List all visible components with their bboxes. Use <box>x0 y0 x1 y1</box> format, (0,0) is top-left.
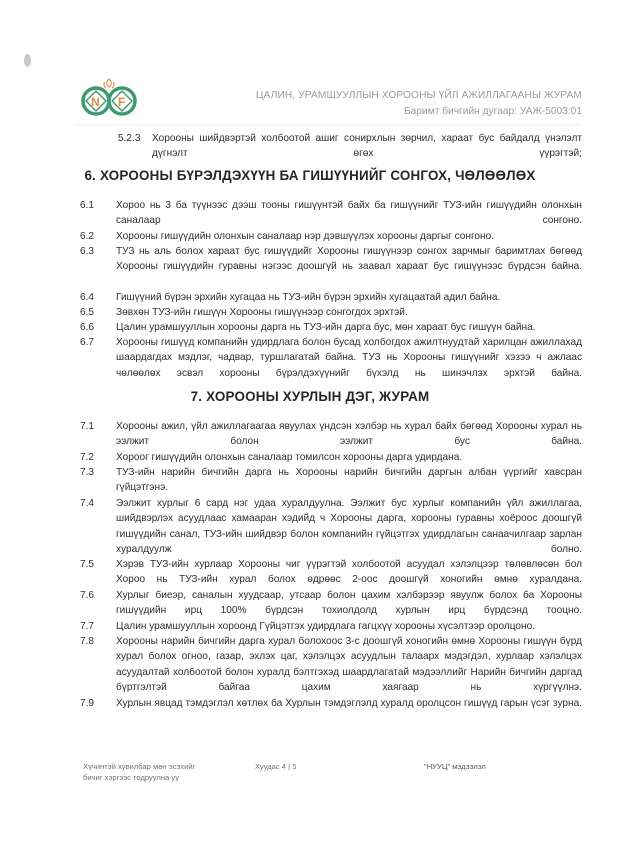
section-6-heading: 6. ХОРООНЫ БҮРЭЛДЭХҮҮН БА ГИШҮҮНИЙГ СОНГОХ, ЧӨЛӨӨЛӨХ <box>84 168 536 183</box>
clause-number: 6.2 <box>80 231 95 242</box>
clause-number: 7.2 <box>80 452 95 463</box>
clause-text: Цалин урамшууллын хороонд Гүйцэтгэх удирдлага гагцхүү хорооны хүсэлтээр оролцоно. <box>116 621 535 632</box>
clause-number: 6.7 <box>80 337 95 348</box>
footer-note-line2: бичиг хэргээс тодруулна уу <box>83 773 179 782</box>
document-header <box>74 76 582 120</box>
document-number: Баримт бичгийн дугаар: УАЖ-5003:01 <box>404 106 582 117</box>
clause-text: ТУЗ-ийн нарийн бичгийн дарга нь Хорооны нарийн бичгийн даргын албан үүргийг хавсран гүйцэтгэнэ. <box>116 467 582 494</box>
clause-number: 5.2.3 <box>118 133 141 144</box>
clause-number: 6.1 <box>80 200 95 211</box>
header-divider <box>74 124 582 125</box>
clause-text: Хорооны нарийн бичгийн дарга хурал болохоос 3-с доошгүй хоногийн өмнө Хорооны гишүүн бүрд хурал болох огноо, газар, эхлэх цаг, хэлэлцэх асуудлын талаарх мэдэгдэл, хурлаар хэлэлцэх асуудалтай холбоотой болон хуралд бэлтгэхэд шаардлагатай мэдээллийг Нарийн бичгийн даргад бүртгэлтэй байгаа цахим хаягаар нь хүргүүлнэ. <box>116 636 582 694</box>
section-7-heading: 7. ХОРООНЫ ХУРЛЫН ДЭГ, ЖУРАМ <box>190 389 430 404</box>
clause-number: 7.7 <box>80 621 95 632</box>
footer-validity-note <box>83 761 195 783</box>
clause-number: 7.5 <box>80 559 95 570</box>
clause-text: Цалин урамшууллын хорооны дарга нь ТУЗ-ийн дарга бус, мөн хараат бус гишүүн байна. <box>116 322 536 333</box>
clause-text: Хурлыг биеэр, саналын хуудсаар, утсаар болон цахим хэлбэрээр явуулж болох ба Хорооны гишүүдийн ирц 100% бүрдсэн тохиолдолд хурлын ирц бүрдсэнд тооцно. <box>116 590 582 617</box>
clause-number: 7.9 <box>80 698 95 709</box>
svg-text:N: N <box>91 95 100 109</box>
svg-text:F: F <box>118 95 126 109</box>
clause-text: Хорооны шийдвэртэй холбоотой ашиг сонирхлын зөрчил, хараат бус байдалд үнэлэлт дүгнэлт өгөх үүрэгтэй; <box>152 133 582 160</box>
clause-text: Хэрэв ТУЗ-ийн хурлаар Хорооны чиг үүрэгтэй холбоотой асуудал хэлэлцээр төлөвлөсөн бол Хороо нь ТУЗ-ийн хурал болох өдрөөс 2-оос доошгүй хоногийн өмнө хуралдана. <box>116 559 582 586</box>
clause-number: 7.6 <box>80 590 95 601</box>
footer-page-number: Хуудас 4 | 5 <box>255 762 297 771</box>
scan-smudge <box>24 54 31 67</box>
clause-number: 6.6 <box>80 322 95 333</box>
clause-number: 6.3 <box>80 246 95 257</box>
clause-text: Хурлын явцад тэмдэглэл хөтлөх ба Хурлын тэмдэглэлд хуралд оролцсон гишүүд гарын үсэг зурна. <box>116 698 582 709</box>
clause-text: ТУЗ нь аль болох хараат бус гишүүдийг Хорооны гишүүнээр сонгох зарчмыг баримтлах бөгөөд Хорооны гишүүдийн гуравны нэгээс доошгүй нь заавал хараат бус гишүүнээс бүрдсэн байна. <box>116 246 582 273</box>
clause-text: Хорооны гишүүд компанийн удирдлага болон бусад холбогдох ажилтнуудтай харилцан ажиллахад шаардагдах мэдлэг, чадвар, туршлагатай байна. ТУЗ нь Хорооны гишүүнийг хэзээ ч ажлаас чөлөөлөх эсвэл хорооны бүрэлдэхүүнийг бүхэлд нь шинэчлэх эрхтэй байна. <box>116 337 582 379</box>
clause-text: Хороог гишүүдийн олонхын саналаар томилсон хорооны дарга удирдана. <box>116 452 463 463</box>
clause-text: Хорооны гишүүдийн олонхын саналаар нэр дэвшүүлэх хорооны даргыг сонгоно. <box>116 231 495 242</box>
clause-text: Хорооны ажил, үйл ажиллагаагаа явуулах үндсэн хэлбэр нь хурал байх бөгөөд Хорооны хурал нь ээлжит болон ээлжит бус байна. <box>116 421 582 448</box>
clause-text: Гишүүний бүрэн эрхийн хугацаа нь ТУЗ-ийн бүрэн эрхийн хугацаатай адил байна. <box>116 292 501 303</box>
clause-text: Ээлжит хурлыг 6 сард нэг удаа хуралдуулна. Ээлжит бус хурлыг компанийн үйл ажиллагаа, шийдвэрлэх асуудлаас хамааран хэдийд ч Хорооны дарга, хорооны гуравны хоёроос доошгүй гишүүдийн санал, ТУЗ-ийн шийдвэр болон компанийн гүйцэтгэх удирдлагын санаачилгаар зарлан хуралдуулж болно. <box>116 498 582 556</box>
clause-number: 7.1 <box>80 421 95 432</box>
clause-number: 7.8 <box>80 636 95 647</box>
clause-number: 6.5 <box>80 307 95 318</box>
clause-number: 7.4 <box>80 498 95 509</box>
footer-note-line1: Хүчинтэй хувилбар мөн эсэхийг <box>83 762 196 771</box>
clause-text: Хороо нь 3 ба түүнээс дээш тооны гишүүнтэй байх ба гишүүнийг ТУЗ-ийн гишүүдийн олонхын саналаар сонгоно. <box>116 200 582 227</box>
document-title: ЦАЛИН, УРАМШУУЛЛЫН ХОРООНЫ ҮЙЛ АЖИЛЛАГААНЫ ЖУРАМ <box>255 90 582 101</box>
company-logo-icon <box>76 76 146 116</box>
clause-number: 7.3 <box>80 467 95 478</box>
footer-classification: "НУУЦ" мэдээлэл <box>424 762 486 771</box>
clause-text: Зөвхөн ТУЗ-ийн гишүүн Хорооны гишүүнээр сонгогдох эрхтэй. <box>116 307 408 318</box>
clause-number: 6.4 <box>80 292 95 303</box>
